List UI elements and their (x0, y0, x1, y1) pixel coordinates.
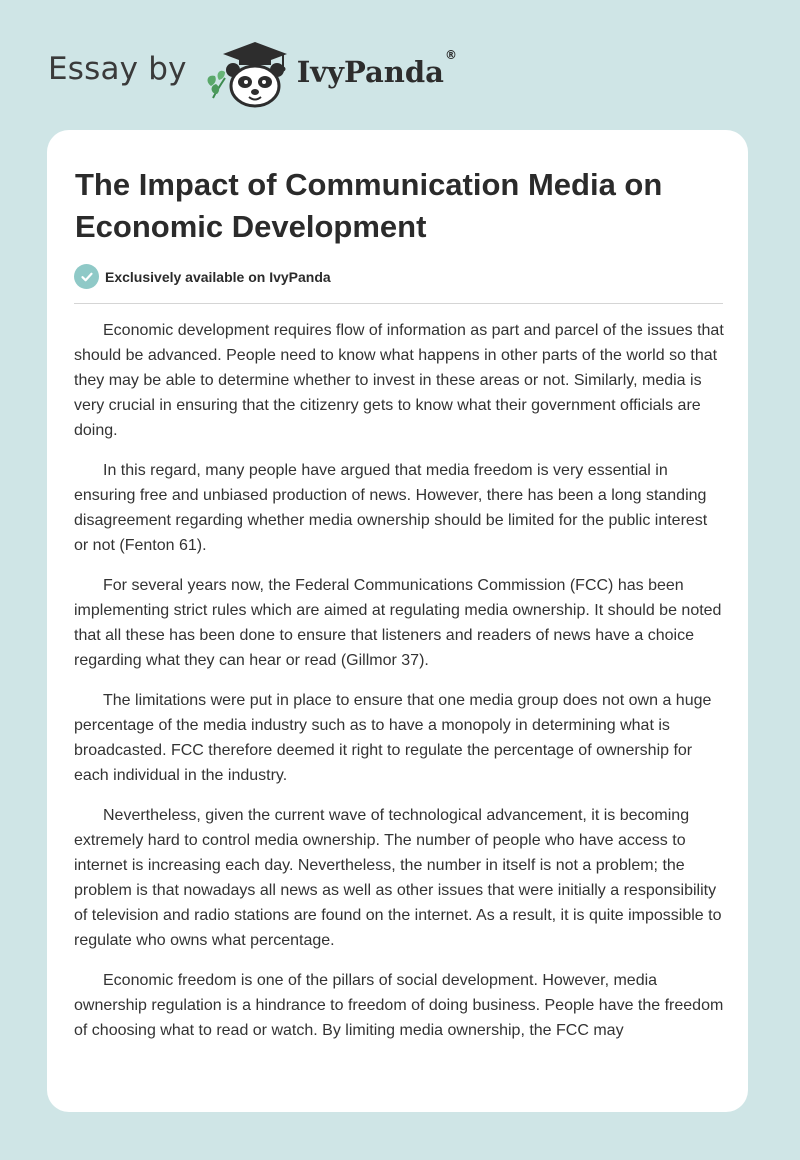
paragraph: For several years now, the Federal Communications Commission (FCC) has been implementing strict rules which are aimed at regulating media ownership. It should be noted that all these has been done to ensure that listeners and readers of news have a choice regarding what they can hear or read (Gillmor 37). (74, 577, 722, 669)
checkmark-icon (74, 264, 99, 289)
paragraph: Economic development requires flow of information as part and parcel of the issues that should be advanced. People need to know what happens in other parts of the world so that they may be able to determine whether to invest in these areas or not. Similarly, media is very crucial in ensuring that the citizenry gets to know what their government officials are doing. (74, 322, 724, 439)
brand-header (48, 36, 457, 108)
paragraph: Economic freedom is one of the pillars of social development. However, media ownership regulation is a hindrance to freedom of doing business. People have the freedom of choosing what to read or watch. By limiting media ownership, the FCC may (74, 972, 724, 1039)
exclusive-label: Exclusively available on IvyPanda (105, 268, 331, 285)
divider (74, 303, 723, 304)
exclusive-badge (74, 264, 331, 289)
page-title: The Impact of Communication Media on Economic Development (75, 167, 663, 244)
paragraph: In this regard, many people have argued that media freedom is very essential in ensuring free and unbiased production of news. However, there has been a long standing disagreement regarding whether media ownership should be limited for the public interest or not (Fenton 61). (74, 462, 708, 554)
paragraph: Nevertheless, given the current wave of technological advancement, it is becoming extremely hard to control media ownership. The number of people who have access to internet is increasing each day. Nevertheless, the number in itself is not a problem; the problem is that nowadays all news as well as other issues that were initially a responsibility of television and radio stations are found on the internet. As a result, it is quite impossible to regulate who owns what percentage. (74, 807, 722, 949)
essay-card (47, 130, 748, 1112)
panda-logo-icon[interactable] (203, 36, 293, 108)
essay-body (74, 318, 724, 1058)
brand-prefix: Essay by (48, 51, 187, 87)
brand-name[interactable]: IvyPanda® (296, 48, 457, 89)
registered-mark: ® (444, 48, 457, 63)
paragraph: The limitations were put in place to ensure that one media group does not own a huge percentage of the media industry such as to have a monopoly in determining what is broadcasted. FCC therefore deemed it right to regulate the percentage of ownership for each individual in the industry. (74, 692, 712, 784)
